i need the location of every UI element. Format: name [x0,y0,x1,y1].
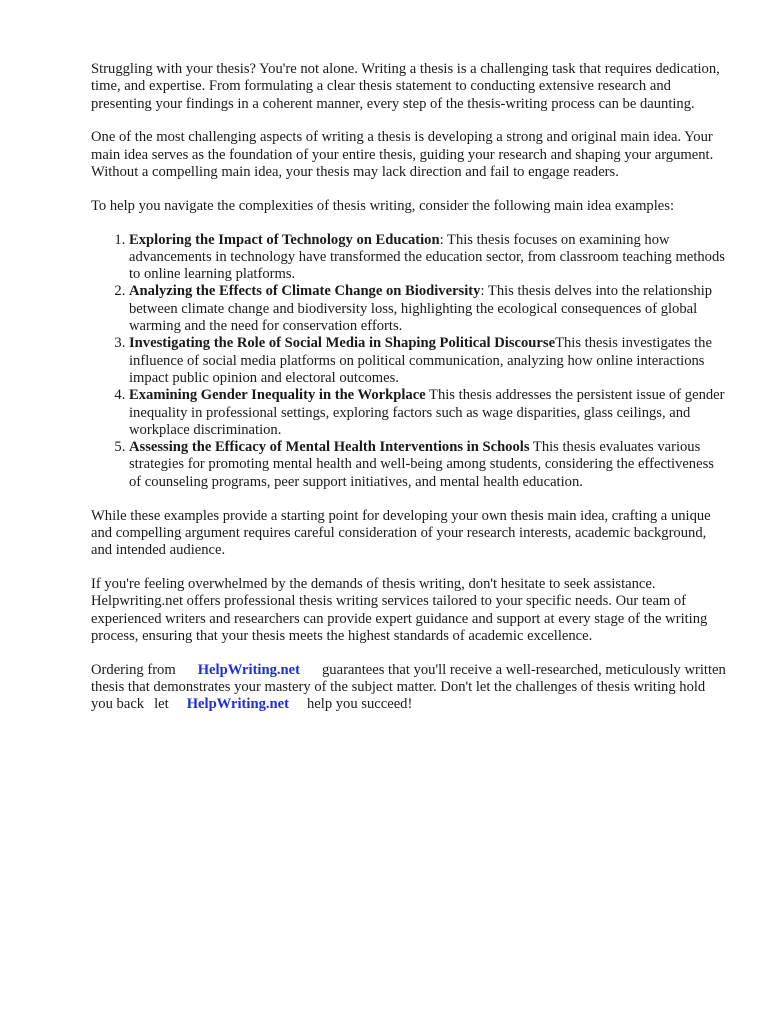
example-text: This thesis delves into the relationship between climate change and biodiversity loss, highlighting the ecological consequences of global warming and the need for conservation efforts. [129,283,713,335]
intro-paragraph-2: One of the most challenging aspects of writing a thesis is developing a strong and original main idea. Your main idea serves as the foundation of your entire thesis, guiding your research and shaping your argument. Without a compelling main idea, your thesis may lack direction and fail to engage readers. [91,129,714,180]
example-title: Examining Gender Inequality in the Workplace [129,387,426,404]
example-text: This thesis evaluates various strategies for promoting mental health and well-being among students, considering the effectiveness of counseling programs, peer support initiatives, and mental health education. [129,439,714,490]
list-item [129,439,728,491]
example-text: This thesis focuses on examining how advancements in technology have transformed the education sector, from classroom teaching methods to online learning platforms. [129,231,725,283]
closing-text-3: let [154,696,169,713]
example-text: This thesis investigates the influence of social media platforms on political communication, analyzing how online interactions impact public opinion and electoral outcomes. [129,335,712,386]
example-title: Assessing the Efficacy of Mental Health Interventions in Schools [129,439,530,456]
closing-text-4: help you succeed! [306,696,413,713]
example-title: Investigating the Role of Social Media in Shaping Political Discourse [129,335,556,352]
closing-text-2: guarantees that you'll receive a well-researched, meticulously written thesis that demonstrates your mastery of the subject matter. Don't let the challenges of thesis writing hold you back [91,661,726,713]
example-title: Analyzing the Effects of Climate Change on Biodiversity [129,283,481,300]
list-item [129,335,728,387]
intro-paragraph-3: To help you navigate the complexities of thesis writing, consider the following main idea examples: [91,197,674,214]
list-item [129,387,728,439]
intro-paragraph-1: Struggling with your thesis? You're not alone. Writing a thesis is a challenging task that requires dedication, time, and expertise. From formulating a clear thesis statement to conducting extensive research and presenting your findings in a coherent manner, every step of the thesis-writing process can be daunting. [91,61,720,112]
outro-paragraph-1: While these examples provide a starting point for developing your own thesis main idea, crafting a unique and compelling argument requires careful consideration of your research interests, academic background, and intended audience. [91,507,711,559]
outro-paragraph-2: If you're feeling overwhelmed by the demands of thesis writing, don't hesitate to seek assistance. Helpwriting.net offers professional thesis writing services tailored to your specific needs. Our team of experienced writers and researchers can provide expert guidance and support at every stage of the writing process, ensuring that your thesis meets the highest standards of academic excellence. [91,575,708,644]
example-separator: : [480,283,485,300]
helpwriting-link-2[interactable]: HelpWriting.net [186,696,289,713]
examples-list [91,232,728,491]
example-text: This thesis addresses the persistent issue of gender inequality in professional settings, exploring factors such as wage disparities, glass ceilings, and workplace discrimination. [129,387,725,438]
list-item [129,283,728,335]
example-title: Exploring the Impact of Technology on Education [129,231,440,248]
closing-paragraph [91,662,728,714]
closing-text-1: Ordering from [91,661,176,678]
list-item [129,232,728,284]
example-separator: : [439,231,444,248]
helpwriting-link-1[interactable]: HelpWriting.net [197,661,300,678]
